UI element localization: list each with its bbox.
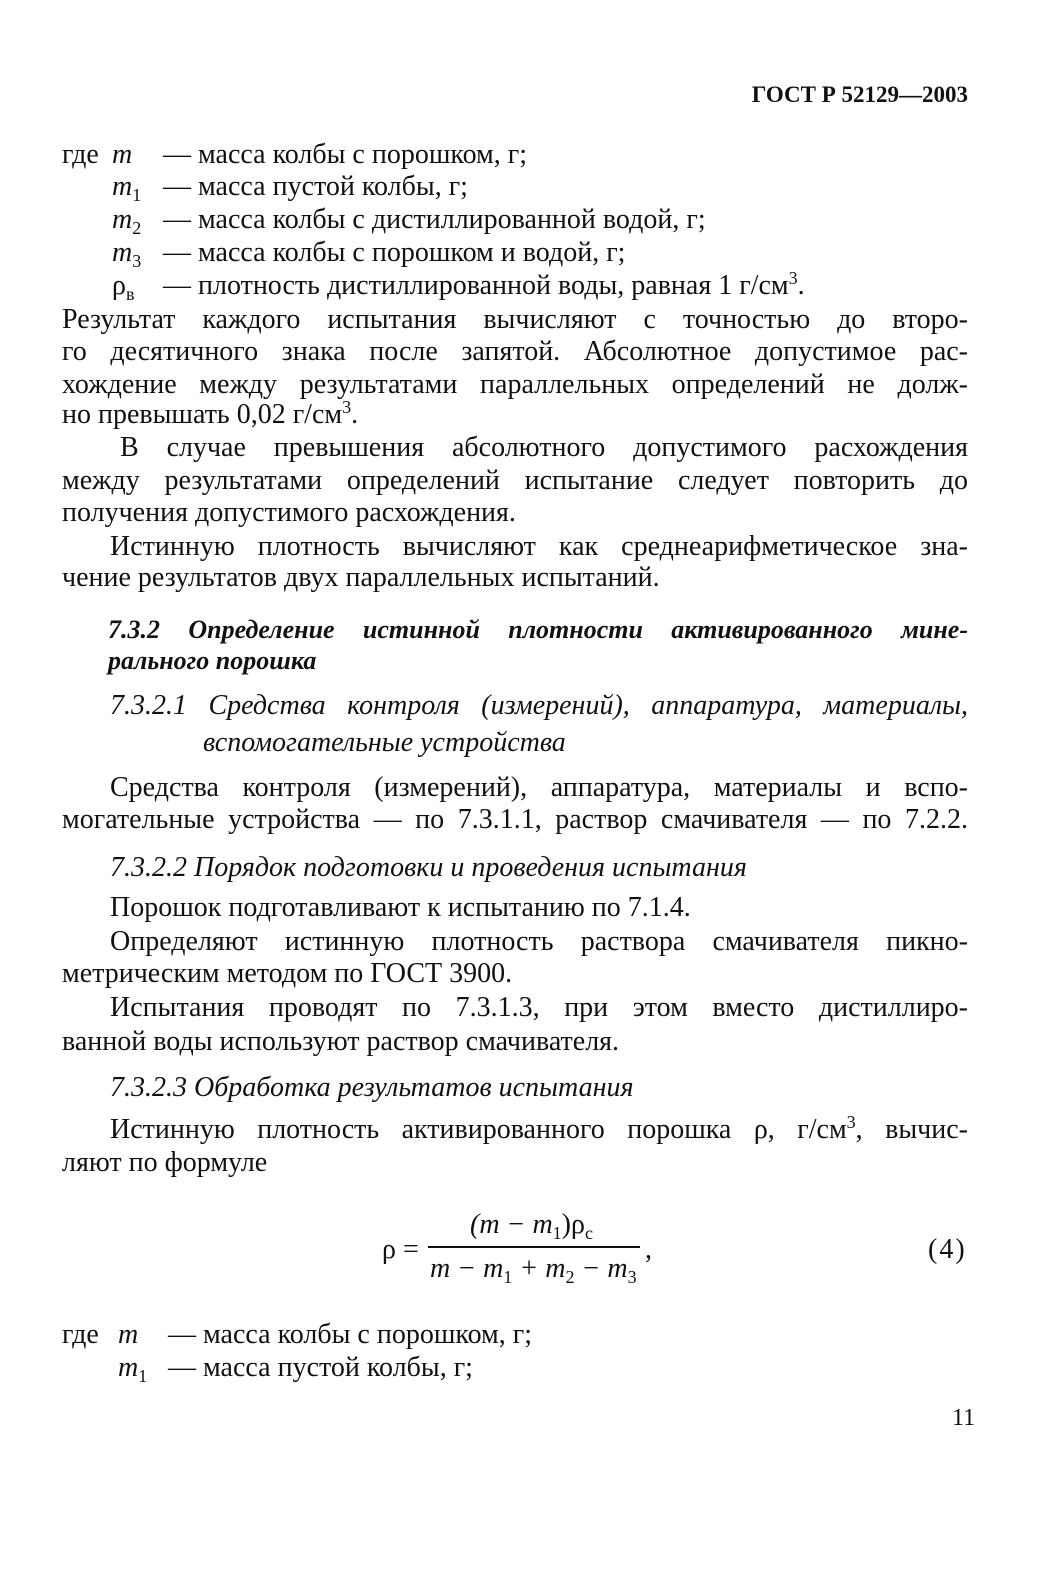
text: + m — [512, 1253, 566, 1284]
legend-text: — масса колбы с порошком, г; — [163, 139, 528, 170]
legend-text: — масса пустой колбы, г; — [163, 171, 468, 202]
symbol: ρ — [112, 270, 126, 301]
subscript: в — [125, 284, 135, 304]
text: m − m — [430, 1253, 504, 1284]
text-line: метрическим методом по ГОСТ 3900. — [62, 958, 513, 989]
text-line: ванной воды используют раствор смачивателя. — [62, 1026, 620, 1057]
legend-symbol — [112, 170, 141, 204]
legend-text: — масса колбы с порошком, г; — [168, 1319, 533, 1350]
heading-line: рального порошка — [108, 646, 317, 675]
subscript: 3 — [132, 251, 142, 271]
legend-symbol — [112, 138, 132, 172]
formula-lhs: ρ = — [382, 1234, 419, 1265]
text-line: Истинную плотность вычисляют как среднеарифметическое зна- — [110, 531, 968, 562]
text-line: Порошок подготавливают к испытанию по 7.1.4. — [110, 892, 691, 923]
formula-comma: , — [645, 1234, 652, 1265]
text: (m − m — [470, 1209, 553, 1240]
legend-lead: где — [62, 1319, 99, 1350]
text-line: В случае превышения абсолютного допустимого расхождения — [120, 432, 968, 463]
subscript: 1 — [552, 1223, 562, 1243]
heading-line: 7.3.2 Определение истинной плотности активированного мине- — [108, 615, 968, 644]
legend-text: — масса колбы с дистиллированной водой, г; — [163, 204, 706, 235]
text-line: хождение между результатами параллельных определений не долж- — [62, 369, 968, 400]
text-line: чение результатов двух параллельных испытаний. — [62, 562, 660, 593]
formula-denominator — [430, 1252, 637, 1286]
legend-lead: где — [62, 139, 99, 170]
subscript: 1 — [503, 1267, 513, 1287]
text-line: Результат каждого испытания вычисляют с точностью до второ- — [62, 304, 968, 335]
symbol: m — [118, 1352, 139, 1383]
text: , вычис- — [855, 1114, 968, 1145]
text-line: ляют по формуле — [62, 1147, 268, 1178]
text-line: могательные устройства — по 7.3.1.1, раствор смачивателя — по 7.2.2. — [62, 804, 968, 835]
symbol: m — [118, 1319, 139, 1350]
heading-line: вспомогательные устройства — [203, 727, 566, 758]
legend-symbol — [118, 1351, 147, 1385]
text: — плотность дистиллированной воды, равная 1 г/см — [163, 270, 789, 301]
fraction-bar — [428, 1246, 640, 1248]
heading-line: 7.3.2.1 Средства контроля (измерений), аппаратура, материалы, — [110, 690, 968, 721]
superscript: 3 — [846, 1112, 856, 1132]
text: . — [351, 399, 359, 430]
subscript: 1 — [132, 185, 142, 205]
subscript: 2 — [565, 1267, 575, 1287]
text: . — [797, 270, 805, 301]
legend-symbol — [112, 269, 134, 303]
subscript: c — [584, 1223, 593, 1243]
legend-symbol — [112, 236, 141, 270]
symbol: m — [112, 237, 133, 268]
symbol: m — [112, 139, 133, 170]
text-line — [62, 398, 358, 432]
document-code-header: ГОСТ Р 52129—2003 — [751, 82, 968, 107]
legend-symbol — [112, 203, 141, 237]
text-line: го десятичного знака после запятой. Абсолютное допустимое рас- — [62, 336, 968, 367]
text-line: Испытания проводят по 7.3.1.3, при этом вместо дистиллиро- — [110, 992, 968, 1023]
text-line: Определяют истинную плотность раствора смачивателя пикно- — [110, 926, 968, 957]
legend-text: — масса пустой колбы, г; — [168, 1352, 473, 1383]
text: )ρ — [561, 1209, 585, 1240]
text-line: получения допустимого расхождения. — [62, 497, 516, 528]
superscript: 3 — [788, 268, 798, 288]
heading-line: 7.3.2.3 Обработка результатов испытания — [110, 1072, 634, 1103]
legend-text: — масса колбы с порошком и водой, г; — [163, 237, 626, 268]
text: но превышать 0,02 г/см — [62, 399, 343, 430]
legend-text — [163, 269, 805, 303]
formula-number: (4) — [928, 1234, 967, 1265]
subscript: 1 — [138, 1366, 148, 1386]
subscript: 2 — [132, 218, 142, 238]
subscript: 3 — [627, 1267, 637, 1287]
heading-line: 7.3.2.2 Порядок подготовки и проведения испытания — [110, 852, 747, 883]
text-line — [110, 1113, 968, 1147]
page-number: 11 — [952, 1405, 976, 1431]
legend-symbol — [118, 1318, 138, 1352]
text: Истинную плотность активированного порошка ρ, г/см — [110, 1114, 847, 1145]
text: − m — [574, 1253, 628, 1284]
superscript: 3 — [342, 397, 352, 417]
symbol: m — [112, 204, 133, 235]
symbol: m — [112, 171, 133, 202]
text-line: между результатами определений испытание следует повторить до — [62, 465, 968, 496]
formula-numerator — [470, 1208, 593, 1242]
text-line: Средства контроля (измерений), аппаратура, материалы и вспо- — [110, 772, 968, 803]
